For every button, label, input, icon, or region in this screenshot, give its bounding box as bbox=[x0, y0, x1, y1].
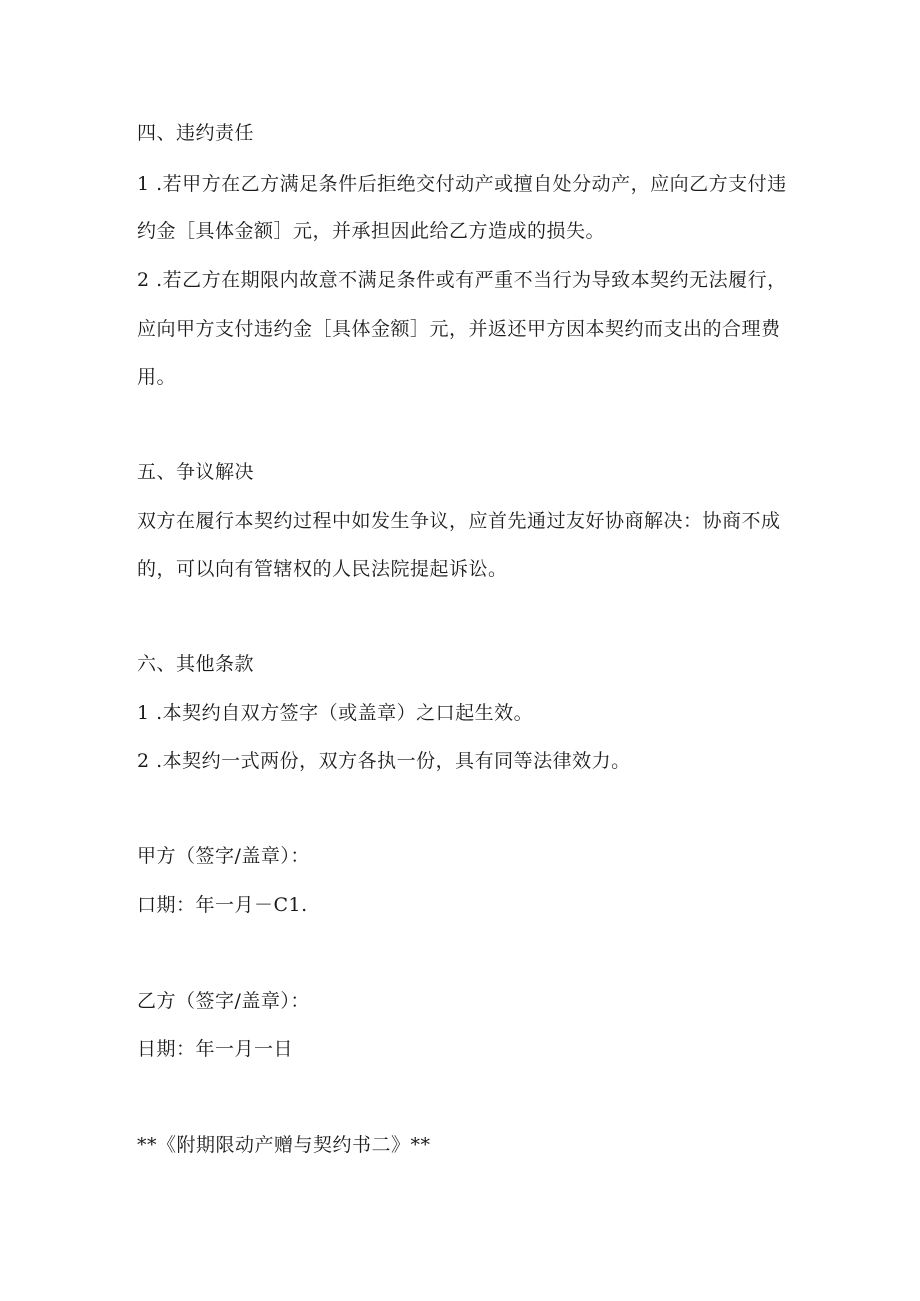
party-b-signature-label: 乙方（签字/盖章）： bbox=[137, 990, 310, 1012]
clause-text: 2 .本契约一式两份，双方各执一份，具有同等法律效力。 bbox=[137, 750, 631, 772]
party-a-date-label: 口期：年一月－C1. bbox=[137, 894, 308, 916]
section-heading-other-terms: 六、其他条款 bbox=[137, 653, 255, 675]
next-document-title: **《附期限动产赠与契约书二》** bbox=[137, 1134, 431, 1156]
party-a-signature-label: 甲方（签字/盖章）： bbox=[137, 845, 310, 867]
clause-text: 应向甲方支付违约金［具体金额］元，并返还甲方因本契约而支出的合理费 bbox=[137, 318, 781, 340]
clause-text: 的，可以向有管辖权的人民法院提起诉讼。 bbox=[137, 558, 508, 580]
clause-text: 2 .若乙方在期限内故意不满足条件或有严重不当行为导致本契约无法履行， bbox=[137, 269, 787, 291]
clause-text: 1 .本契约自双方签字（或盖章）之口起生效。 bbox=[137, 702, 534, 724]
section-heading-breach-liability: 四、违约责任 bbox=[137, 122, 255, 144]
clause-text: 1 .若甲方在乙方满足条件后拒绝交付动产或擅自处分动产，应向乙方支付违 bbox=[137, 173, 787, 195]
clause-text: 约金［具体金额］元，并承担因此给乙方造成的损失。 bbox=[137, 220, 606, 242]
section-heading-dispute-resolution: 五、争议解决 bbox=[137, 461, 255, 483]
clause-text: 双方在履行本契约过程中如发生争议，应首先通过友好协商解决：协商不成 bbox=[137, 510, 781, 532]
clause-text: 用。 bbox=[137, 366, 177, 388]
party-b-date-label: 日期：年一月一日 bbox=[137, 1038, 294, 1060]
